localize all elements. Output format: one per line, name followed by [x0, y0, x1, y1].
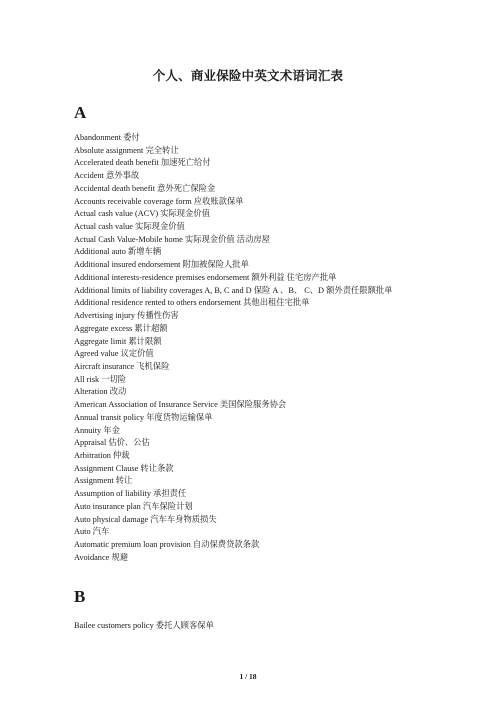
glossary-entry: Additional limits of liability coverages A, B, C and D 保险 A 、B、 C、D 额外责任限额批单: [74, 285, 393, 295]
glossary-entry: Agreed value 议定价值: [74, 349, 154, 359]
section-letter-b: B: [74, 587, 86, 606]
glossary-entry: Accidental death benefit 意外死亡保险金: [74, 183, 216, 193]
glossary-list-a: [74, 132, 393, 564]
glossary-entry: Annuity 年金: [74, 425, 120, 435]
section-letter-a: A: [74, 103, 87, 122]
glossary-entry: Accounts receivable coverage form 应收账款保单: [74, 196, 244, 206]
glossary-entry: Additional auto 新增车辆: [74, 247, 162, 257]
glossary-entry: Alteration 改动: [74, 387, 127, 397]
glossary-entry: Automatic premium loan provision 自动保费贷款条款: [74, 540, 260, 549]
glossary-entry: Additional insured endorsement 附加被保险人批单: [74, 260, 249, 270]
glossary-entry: Assignment 转让: [74, 476, 133, 486]
glossary-entry: Arbitration 仲裁: [74, 450, 130, 460]
document-title: 个人、商业保险中英文术语词汇表: [152, 68, 344, 83]
glossary-entry: Actual cash value (ACV) 实际现金价值: [74, 209, 210, 219]
glossary-entry: Accident 意外事故: [74, 171, 140, 181]
glossary-entry: Aggregate limit 累计限额: [74, 336, 162, 346]
glossary-entry: Absolute assignment 完全转让: [74, 145, 179, 155]
glossary-entry: Bailee customers policy 委托人顾客保单: [74, 621, 214, 630]
glossary-entry: Actual cash value 实际现金价值: [74, 222, 185, 232]
glossary-entry: American Association of Insurance Service 美国保险服务协会: [74, 400, 287, 410]
glossary-entry: Auto physical damage 汽车车身物质损失: [74, 514, 217, 524]
glossary-list-b: [74, 620, 214, 633]
glossary-entry: Assignment Clause 转让条款: [74, 463, 174, 473]
glossary-entry: Additional interests-residence premises endorsement 额外利益 住宅房产批单: [74, 272, 337, 282]
glossary-entry: Avoidance 规避: [74, 552, 128, 562]
glossary-entry: Additional residence rented to others endorsement 其他出租住宅批单: [74, 298, 310, 308]
glossary-entry: Annual transit policy 年度货物运输保单: [74, 412, 213, 422]
glossary-entry: Appraisal 估价、公估: [74, 438, 150, 448]
glossary-entry: Auto insurance plan 汽车保险计划: [74, 501, 193, 511]
glossary-entry: Actual Cash Value-Mobile home 实际现金价值 活动房屋: [74, 234, 270, 244]
glossary-entry: Accelerated death benefit 加速死亡给付: [74, 158, 211, 168]
glossary-entry: All risk 一切险: [74, 374, 127, 384]
glossary-entry: Aircraft insurance 飞机保险: [74, 361, 170, 371]
glossary-entry: Auto 汽车: [74, 527, 110, 537]
glossary-entry: Assumption of liability 承担责任: [74, 489, 187, 499]
glossary-entry: Advertising injury 传播性伤害: [74, 311, 179, 321]
page-number: 1 / 18: [239, 672, 257, 681]
glossary-entry: Aggregate excess 累计超额: [74, 323, 168, 333]
glossary-entry: Abandonment 委付: [74, 133, 140, 142]
